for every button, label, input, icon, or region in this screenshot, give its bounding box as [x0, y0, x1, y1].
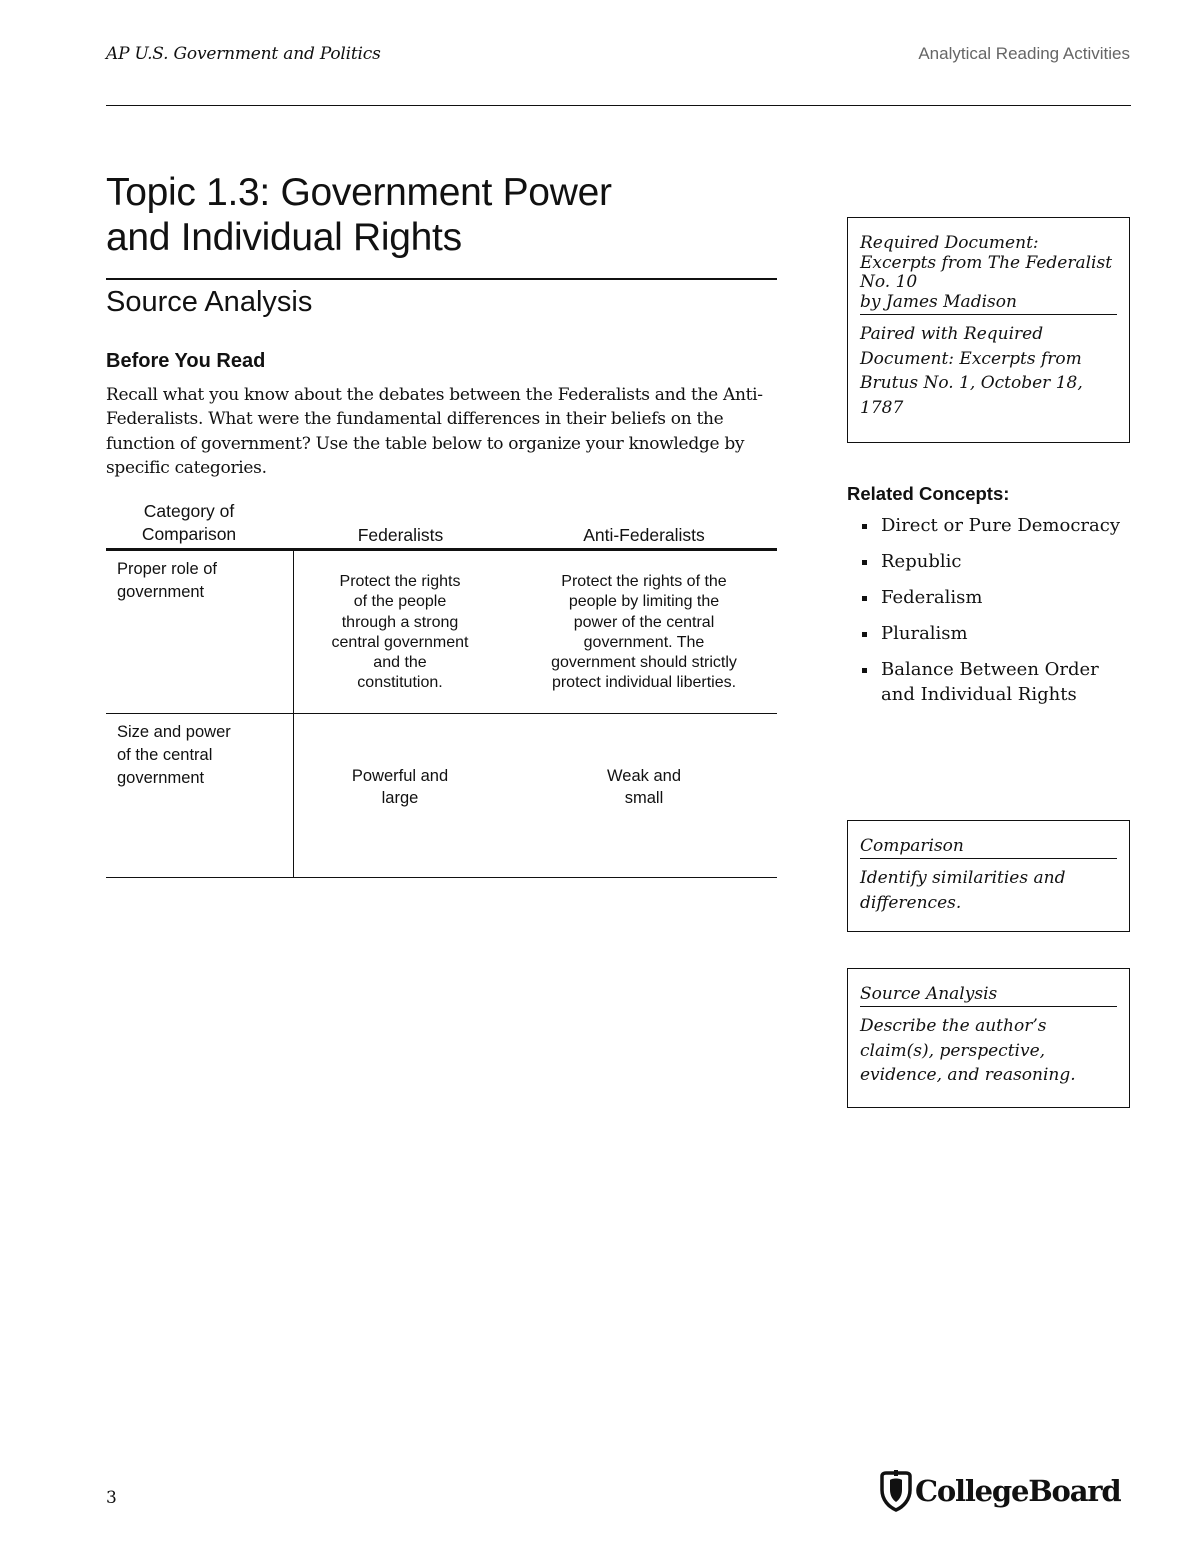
- paired-document-line: Paired with Required: [860, 324, 1044, 344]
- cell-size-federalists: [300, 765, 500, 809]
- comparison-box: [847, 820, 1130, 932]
- paired-document-line: Brutus No. 1, October 18,: [860, 373, 1083, 393]
- bullet-icon: [862, 524, 867, 529]
- list-item: [861, 549, 1131, 574]
- cell-line: through a strong: [341, 613, 459, 631]
- row-label-line: government: [117, 769, 205, 787]
- cell-line: people by limiting the: [568, 593, 720, 611]
- cell-line: Protect the rights: [339, 573, 461, 590]
- cell-size-anti-federalists: [518, 765, 770, 809]
- list-item: [861, 621, 1131, 646]
- source-analysis-heading: Source Analysis: [860, 984, 1117, 1007]
- list-item-text: Federalism: [881, 587, 983, 608]
- table-row-divider: [106, 713, 777, 714]
- source-analysis-line: Describe the author’s: [860, 1016, 1047, 1036]
- section-title: Analytical Reading Activities: [918, 44, 1130, 63]
- cell-line: Protect the rights of the: [561, 573, 727, 590]
- header-divider: [106, 105, 1131, 106]
- course-title: AP U.S. Government and Politics: [106, 44, 381, 64]
- row-label-line: of the central: [117, 746, 213, 764]
- cell-line: power of the central: [573, 613, 715, 631]
- source-analysis-box: [847, 968, 1130, 1108]
- bullet-icon: [862, 596, 867, 601]
- column-header-anti-federalists: Anti-Federalists: [583, 525, 705, 545]
- cell-role-federalists: [300, 572, 500, 694]
- required-document-heading-line: by James Madison: [860, 291, 1017, 312]
- before-you-read-heading: Before You Read: [106, 350, 266, 372]
- page-title-line-1: Topic 1.3: Government Power: [106, 171, 612, 214]
- list-item-text: Republic: [881, 551, 962, 572]
- cell-line: Powerful and: [351, 767, 449, 785]
- comparison-text: [860, 866, 1117, 915]
- cell-line: Weak and: [607, 767, 681, 785]
- related-concepts-list: [861, 513, 1131, 718]
- bullet-icon: [862, 668, 867, 673]
- row-label-proper-role: [117, 558, 277, 604]
- required-document-heading: [860, 234, 1117, 315]
- acorn-shield-icon: [878, 1470, 914, 1512]
- row-label-size-power: [117, 721, 277, 790]
- list-item-text: Balance Between Order and Individual Rights: [881, 659, 1099, 705]
- list-item-text: Pluralism: [881, 623, 968, 644]
- row-label-line: government: [117, 583, 205, 601]
- source-analysis-line: claim(s), perspective,: [860, 1040, 1046, 1061]
- cell-line: and the: [373, 654, 427, 672]
- list-item: [861, 513, 1131, 538]
- required-document-heading-line: Excerpts from The Federalist: [860, 252, 1113, 273]
- intro-paragraph: Recall what you know about the debates between the Federalists and the Anti-Federalists. What were the fundamental differences in their beliefs on the function of government? Use the table below to organize your knowledge by specific categories.: [106, 385, 763, 478]
- cell-line: protect individual liberties.: [551, 674, 737, 692]
- column-header-federalists: Federalists: [357, 525, 444, 545]
- cell-line: small: [624, 789, 664, 807]
- list-item: [861, 657, 1131, 707]
- required-document-box: [847, 217, 1130, 443]
- row-label-line: Proper role of: [117, 560, 217, 578]
- source-analysis-text: [860, 1014, 1117, 1088]
- list-item-text: Direct or Pure Democracy: [881, 515, 1120, 536]
- logo-wordmark: CollegeBoard: [915, 1474, 1121, 1508]
- column-header-category: [106, 500, 272, 546]
- row-label-line: Size and power: [117, 723, 231, 741]
- cell-line: central government: [331, 633, 469, 651]
- collegeboard-logo: [878, 1470, 1132, 1514]
- title-divider: [106, 278, 777, 280]
- table-column-divider: [293, 551, 294, 877]
- comparison-line: Identify similarities and: [860, 868, 1066, 888]
- page-number: 3: [106, 1488, 117, 1508]
- cell-line: government should strictly: [551, 654, 737, 672]
- paired-document-text: [860, 322, 1117, 420]
- bullet-icon: [862, 560, 867, 565]
- required-document-heading-line: Required Document:: [860, 233, 1039, 253]
- comparison-heading: Comparison: [860, 836, 1117, 859]
- column-header-category-line-1: Category of: [143, 501, 235, 521]
- cell-line: constitution.: [357, 674, 443, 692]
- section-heading: Source Analysis: [106, 286, 313, 318]
- table-header-divider: [106, 548, 777, 551]
- column-header-category-line-2: Comparison: [141, 524, 237, 544]
- list-item: [861, 585, 1131, 610]
- cell-line: large: [381, 789, 419, 807]
- related-concepts-heading: Related Concepts:: [847, 483, 1010, 504]
- paired-document-line: 1787: [860, 397, 904, 418]
- table-bottom-divider: [106, 877, 777, 878]
- bullet-icon: [862, 632, 867, 637]
- cell-line: of the people: [353, 593, 447, 611]
- cell-line: government. The: [583, 633, 705, 651]
- cell-role-anti-federalists: [518, 572, 770, 694]
- source-analysis-line: evidence, and reasoning.: [860, 1065, 1076, 1085]
- page-title: [106, 170, 786, 260]
- paired-document-line: Document: Excerpts from: [860, 348, 1082, 369]
- required-document-heading-line: No. 10: [860, 272, 918, 292]
- page-title-line-2: and Individual Rights: [106, 216, 462, 259]
- comparison-line: differences.: [860, 892, 962, 913]
